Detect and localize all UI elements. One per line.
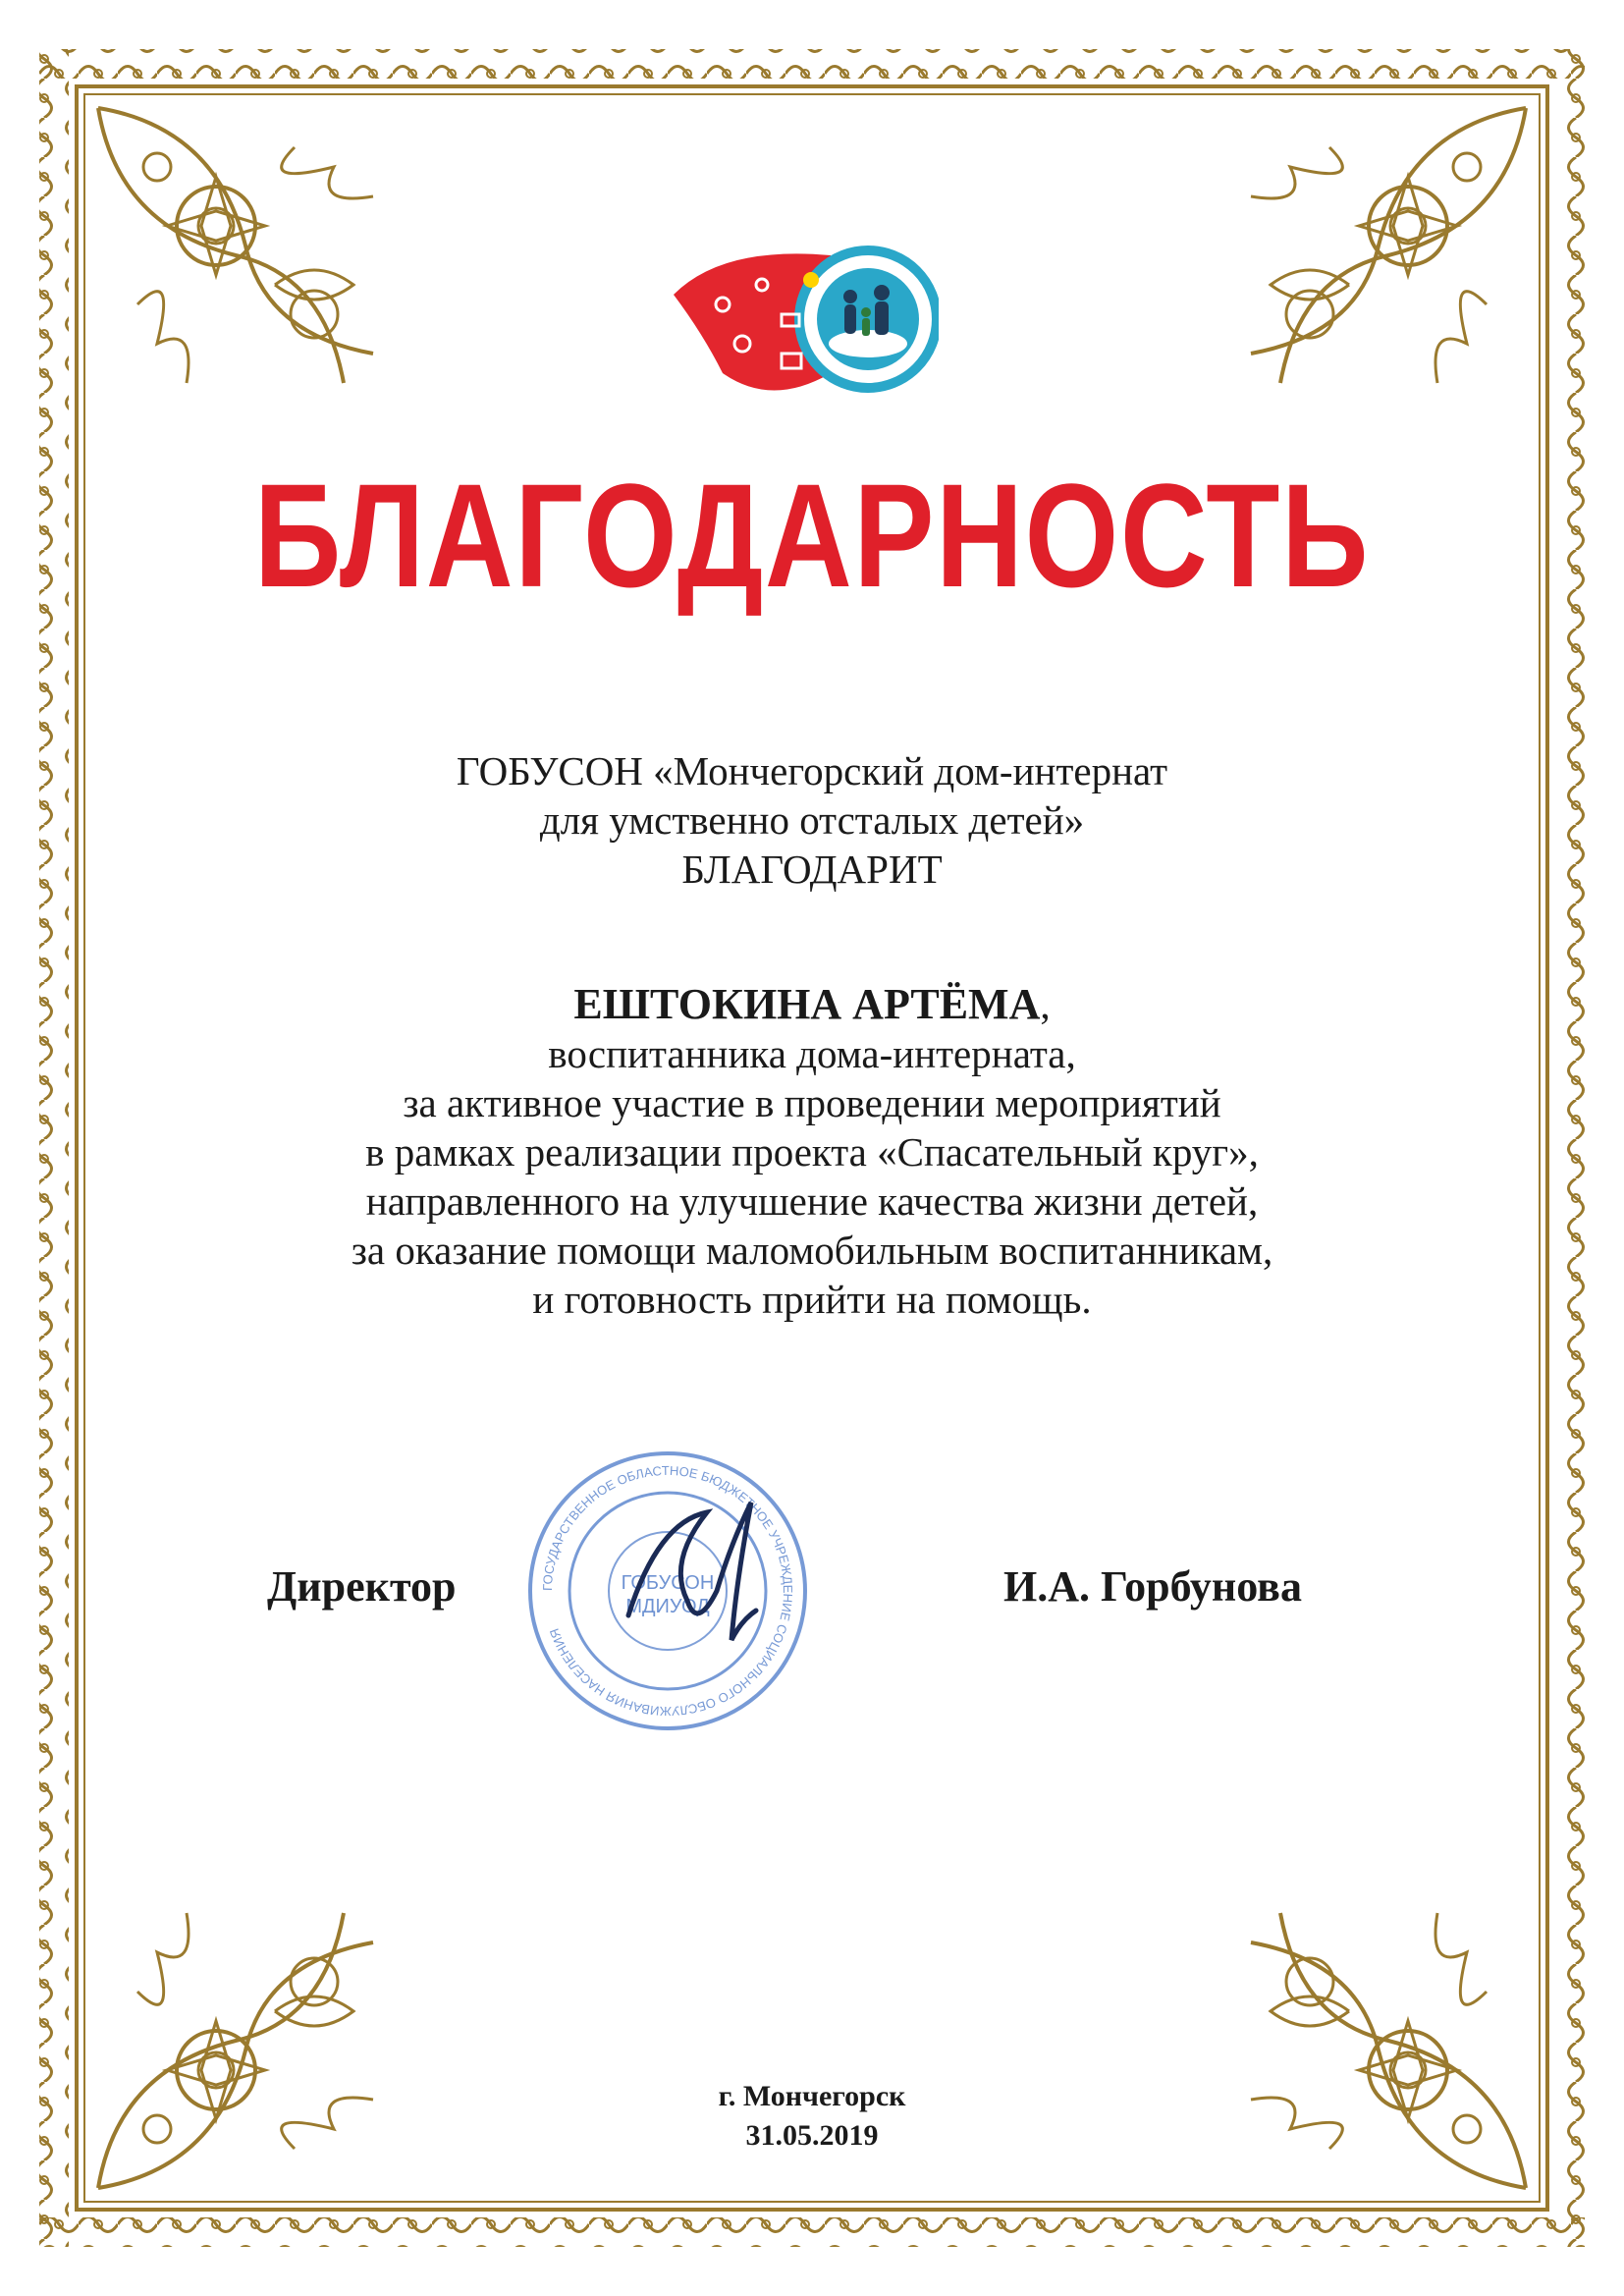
date: 31.05.2019	[745, 2119, 879, 2152]
reason-line: воспитанника дома-интерната,	[548, 1031, 1076, 1076]
signer-position: Директор	[267, 1562, 457, 1611]
reason-line: в рамках реализации проекта «Спасательный круг»,	[365, 1129, 1259, 1175]
certificate-title: БЛАГОДАРНОСТЬ	[253, 453, 1371, 618]
organization-line: для умственно отсталых детей»	[539, 797, 1085, 843]
official-stamp	[520, 1444, 815, 1738]
thanks-verb: БЛАГОДАРИТ	[681, 847, 943, 892]
signer-name: И.А. Горбунова	[1003, 1562, 1302, 1611]
city: г. Мончегорск	[718, 2080, 906, 2112]
stamp-ring-text: ГОСУДАРСТВЕННОЕ ОБЛАСТНОЕ БЮДЖЕТНОЕ УЧРЕЖДЕНИЕ СОЦИАЛЬНОГО ОБСЛУЖИВАНИЯ НАСЕЛЕНИЯ	[539, 1462, 796, 1720]
recipient-name: ЕШТОКИНА АРТЁМА	[573, 980, 1041, 1028]
stamp-center-text: ГОБУСОН	[621, 1572, 715, 1594]
reason-line: направленного на улучшение качества жизни детей,	[365, 1178, 1259, 1224]
footer	[0, 2077, 1624, 2156]
stamp-center-text: МДИУОД	[625, 1596, 710, 1617]
recipient-block: ЕШТОКИНА АРТЁМА, воспитанника дома-интерната, за активное участие в проведении мероприятий в рамках реализации проекта «Спасательный круг», направленного на улучшение качества жизни детей, за оказание помощи маломобильным воспитанникам, и готовность прийти на помощь.	[0, 980, 1624, 1324]
issuing-organization	[0, 746, 1624, 894]
reason-line: и готовность прийти на помощь.	[532, 1277, 1092, 1322]
reason-line: за активное участие в проведении мероприятий	[403, 1080, 1221, 1125]
reason-line: за оказание помощи маломобильным воспитанникам,	[351, 1228, 1273, 1273]
organization-logo	[664, 226, 939, 412]
organization-line: ГОБУСОН «Мончегорский дом-интернат	[456, 748, 1168, 793]
